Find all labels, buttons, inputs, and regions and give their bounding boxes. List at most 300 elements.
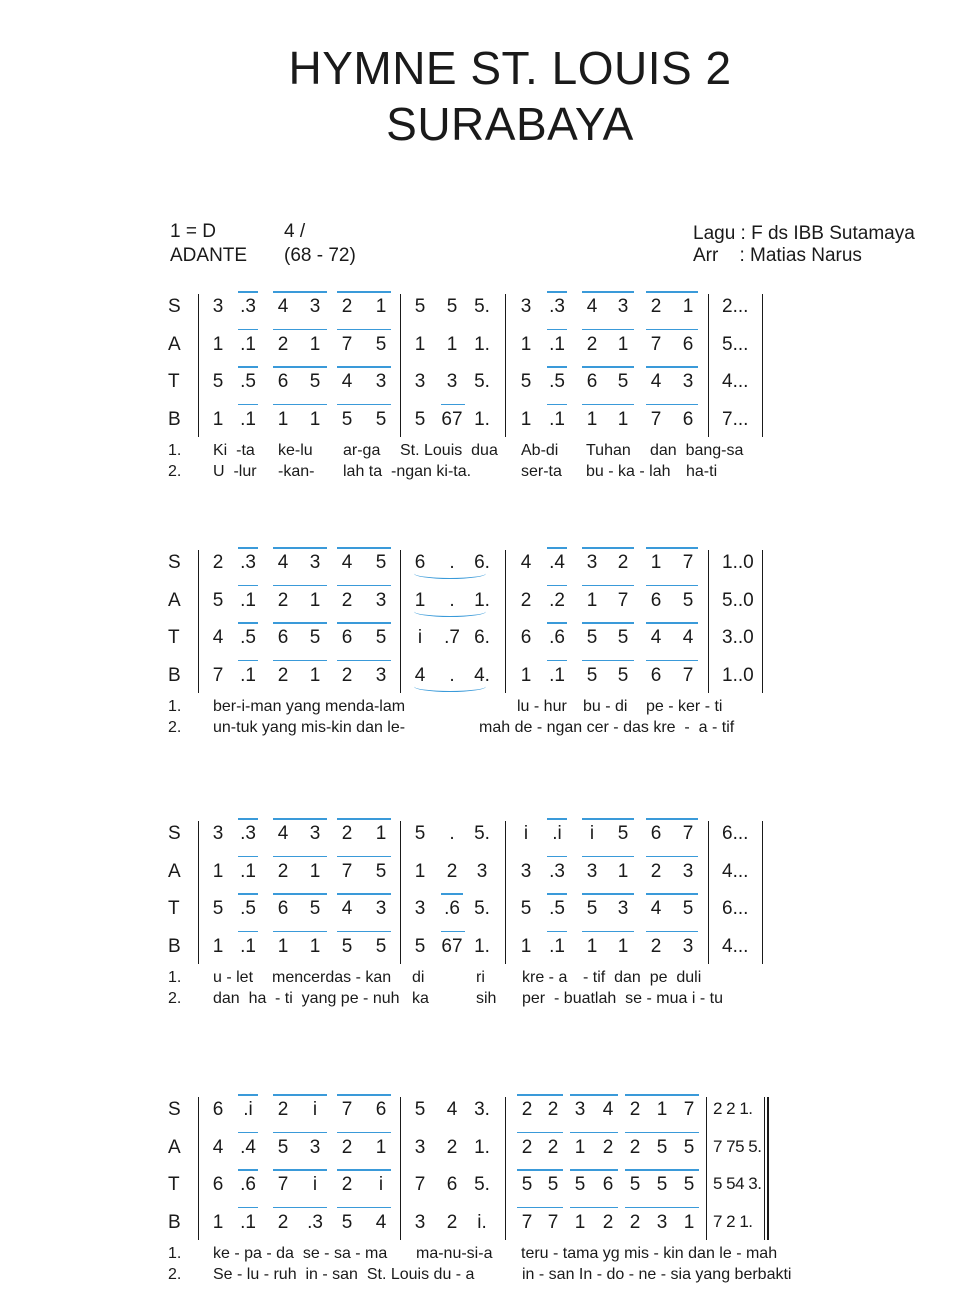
lyric-verse-1: Ab-di <box>521 442 559 459</box>
voice-label: B <box>168 664 181 686</box>
lyric-verse-2: ha-ti <box>686 463 718 480</box>
note: 1 <box>212 935 224 957</box>
note: 7 <box>617 589 629 611</box>
note: 3 <box>414 898 426 919</box>
beam-line <box>646 329 698 331</box>
beam-line <box>582 931 634 933</box>
note: 1 <box>520 408 532 430</box>
note: 6 <box>650 664 662 686</box>
beam-line <box>273 585 327 587</box>
note: 6 <box>586 371 598 392</box>
beam-line <box>547 404 567 406</box>
slur-mark <box>414 681 486 692</box>
beam-line <box>517 1132 563 1134</box>
note: 5 <box>586 627 598 648</box>
lyric-verse-2: ser-ta <box>521 463 562 480</box>
note: 1 <box>309 935 321 957</box>
note: 5 <box>682 898 694 919</box>
note: 1 <box>277 935 289 957</box>
note: 1 <box>309 589 321 611</box>
measure-end-note: 1..0 <box>722 552 754 573</box>
note: 3 <box>375 371 387 392</box>
song-title-line2: SURABAYA <box>386 98 634 150</box>
note: 5 <box>414 935 426 957</box>
note: .1 <box>240 333 256 355</box>
voice-label: A <box>168 333 181 355</box>
slur-mark <box>414 568 486 579</box>
beam-line <box>273 291 327 293</box>
lyric-verse-2: -kan- <box>278 463 315 480</box>
beam-line <box>238 547 258 549</box>
beam-line <box>337 291 391 293</box>
measure-end-note: 2... <box>722 296 749 317</box>
note: 1 <box>586 589 598 611</box>
measure-end-note: 2 2 1. <box>713 1099 753 1118</box>
beam-line <box>646 585 698 587</box>
note: 4 <box>277 296 289 317</box>
note: 1 <box>212 333 224 355</box>
note: 1. <box>474 1136 490 1158</box>
note: .2 <box>549 589 565 611</box>
beam-line <box>273 660 327 662</box>
note: .4 <box>240 1136 256 1158</box>
note: 1 <box>375 823 387 844</box>
bar-line <box>400 821 401 964</box>
note: .5 <box>240 898 256 919</box>
note: 3 <box>520 860 532 882</box>
note: 2 <box>629 1136 641 1158</box>
note: 5 <box>309 371 321 392</box>
beam-line <box>238 329 258 331</box>
note: 4 <box>520 552 532 573</box>
note: 3 <box>375 589 387 611</box>
note: 3 <box>656 1211 668 1233</box>
beam-line <box>273 1169 327 1171</box>
note: 3 <box>212 296 224 317</box>
bar-line <box>198 550 199 693</box>
note: 5 <box>617 823 629 844</box>
bar-line <box>708 550 709 693</box>
beam-line <box>273 1207 327 1209</box>
note: .1 <box>549 408 565 430</box>
measure-end-note: 4... <box>722 935 749 957</box>
note: 2 <box>277 1211 289 1233</box>
lyric-verse-1: ber-i-man yang menda-lam <box>213 698 406 715</box>
lyric-verse-1: ma-nu-si-a <box>416 1245 493 1262</box>
bar-line <box>400 1097 401 1240</box>
beam-line <box>337 1169 391 1171</box>
beam-line <box>337 1094 391 1096</box>
note: .5 <box>549 371 565 392</box>
note: 6 <box>650 823 662 844</box>
beam-line <box>547 547 567 549</box>
note: 1 <box>617 333 629 355</box>
note: 5 <box>617 627 629 648</box>
note: 5 <box>617 371 629 392</box>
note: 1 <box>520 333 532 355</box>
lyric-verse-2: un-tuk yang mis-kin dan le- <box>213 719 406 736</box>
note: 5 <box>212 589 224 611</box>
note: 5 <box>309 627 321 648</box>
note: 2 <box>547 1136 559 1158</box>
note: 4 <box>375 1211 387 1233</box>
note: 1 <box>212 1211 224 1233</box>
note: 4 <box>341 371 353 392</box>
note: 7 <box>682 552 694 573</box>
lyric-verse-2: sih <box>476 990 497 1007</box>
note: 2 <box>650 860 662 882</box>
song-title-line1: HYMNE ST. LOUIS 2 <box>288 42 732 94</box>
note: . <box>449 589 455 611</box>
note: 5 <box>414 408 426 430</box>
note: 7 <box>277 1174 289 1195</box>
beam-line <box>238 931 258 933</box>
note: 5 <box>341 935 353 957</box>
note: 6 <box>682 333 694 355</box>
beam-line <box>238 622 258 624</box>
beam-line <box>547 856 567 858</box>
measure-end-note: 7 75 5. <box>713 1136 762 1156</box>
note: .6 <box>240 1174 256 1195</box>
voice-label: A <box>168 860 181 882</box>
note: 7 <box>521 1211 533 1233</box>
voice-label: A <box>168 1136 181 1158</box>
lyric-verse-1: u - let <box>213 969 254 986</box>
bar-line <box>762 821 763 964</box>
note: .1 <box>549 664 565 686</box>
beam-line <box>273 931 327 933</box>
beam-line <box>238 404 258 406</box>
note: 4 <box>586 296 598 317</box>
note: .5 <box>240 627 256 648</box>
voice-label: B <box>168 1211 181 1233</box>
note: 1 <box>683 1211 695 1233</box>
note: .5 <box>240 371 256 392</box>
note: 1 <box>212 408 224 430</box>
lyric-verse-2: per - buatlah se - mua i - tu <box>522 990 723 1007</box>
note: 3 <box>309 823 321 844</box>
slur-mark <box>414 606 486 617</box>
note: 1 <box>586 408 598 430</box>
note: 2 <box>586 333 598 355</box>
note: 67 <box>441 408 463 430</box>
lyric-verse-2: U -lur <box>213 463 257 480</box>
note: .3 <box>240 823 256 844</box>
note: 7 <box>341 1099 353 1120</box>
beam-line <box>238 291 258 293</box>
voice-label: T <box>168 627 180 648</box>
note: .3 <box>549 860 565 882</box>
note: 1 <box>414 860 426 882</box>
beam-line <box>570 1169 618 1171</box>
note: 5 <box>574 1174 586 1195</box>
note: 5. <box>474 898 490 919</box>
note: 4 <box>341 552 353 573</box>
bar-line <box>764 1097 765 1240</box>
beam-line <box>582 818 634 820</box>
lyric-verse-2: lah ta -ngan ki-ta. <box>343 463 472 480</box>
note: 1 <box>617 860 629 882</box>
beam-line <box>337 856 391 858</box>
bar-line <box>400 294 401 437</box>
beam-line <box>337 585 391 587</box>
note: 6 <box>520 627 532 648</box>
note: 7 <box>547 1211 559 1233</box>
note: 7 <box>682 823 694 844</box>
measure-end-note: 6... <box>722 898 749 919</box>
note: 5 <box>341 408 353 430</box>
beam-line <box>273 1094 327 1096</box>
note: 1 <box>520 664 532 686</box>
note: 5 <box>520 898 532 919</box>
note: 5 <box>212 898 224 919</box>
beam-line <box>646 660 698 662</box>
lyric-verse-1: Tuhan <box>586 442 631 459</box>
note: 5 <box>212 371 224 392</box>
note: . <box>449 664 455 686</box>
note: 1 <box>212 860 224 882</box>
beam-line <box>582 585 634 587</box>
measure-end-note: 6... <box>722 823 749 844</box>
note: .1 <box>240 1211 256 1233</box>
lyric-verse-1: Ki -ta <box>213 442 255 459</box>
note: 2 <box>341 1174 353 1195</box>
key-signature: 1 = D <box>170 221 216 242</box>
note: 4 <box>277 823 289 844</box>
note: .5 <box>549 898 565 919</box>
note: 3 <box>520 296 532 317</box>
note: 6 <box>277 627 289 648</box>
note: 5 <box>341 1211 353 1233</box>
note: 5. <box>474 296 490 317</box>
note: 1 <box>650 552 662 573</box>
measure-end-note: 3..0 <box>722 627 754 648</box>
note: 5 <box>683 1136 695 1158</box>
beam-line <box>273 856 327 858</box>
beam-line <box>441 931 465 933</box>
beam-line <box>238 366 258 368</box>
voice-label: B <box>168 935 181 957</box>
note: 2 <box>629 1099 641 1120</box>
beam-line <box>337 931 391 933</box>
note: 3 <box>682 860 694 882</box>
note: 3 <box>682 935 694 957</box>
arranger-credit: Arr : Matias Narus <box>693 245 862 266</box>
lyric-verse-1: St. Louis dua <box>400 442 498 459</box>
note: 6 <box>341 627 353 648</box>
note: .1 <box>549 935 565 957</box>
note: 5 <box>446 296 458 317</box>
note: 1 <box>375 296 387 317</box>
note: 1 <box>309 664 321 686</box>
note: .6 <box>444 898 460 919</box>
beam-line <box>337 404 391 406</box>
lyric-verse-1: ar-ga <box>343 442 381 459</box>
beam-line <box>441 404 465 406</box>
beam-line <box>582 893 634 895</box>
measure-end-note: 7 2 1. <box>713 1211 753 1231</box>
note: .1 <box>240 860 256 882</box>
note: 2 <box>341 664 353 686</box>
beam-line <box>582 291 634 293</box>
measure-end-note: 4... <box>722 860 749 882</box>
beam-line <box>547 931 567 933</box>
beam-line <box>273 366 327 368</box>
note: 6 <box>375 1099 387 1120</box>
beam-line <box>547 622 567 624</box>
lyric-verse-1: bu - di <box>583 698 628 715</box>
bar-line <box>706 1097 707 1240</box>
note: .1 <box>549 333 565 355</box>
note: 3 <box>375 664 387 686</box>
note: 6 <box>602 1174 614 1195</box>
beam-line <box>646 893 698 895</box>
note: 7 <box>212 664 224 686</box>
note: 1 <box>617 408 629 430</box>
beam-line <box>547 329 567 331</box>
voice-label: T <box>168 898 180 919</box>
note: 5 <box>414 1099 426 1120</box>
note: 2 <box>212 552 224 573</box>
note: 67 <box>441 935 463 957</box>
beam-line <box>582 856 634 858</box>
note: 5 <box>375 333 387 355</box>
lyric-verse-2: bu - ka - lah <box>586 463 671 480</box>
bar-line <box>198 294 199 437</box>
beam-line <box>517 1094 563 1096</box>
note: i <box>312 1174 318 1195</box>
note: 5. <box>474 1174 490 1195</box>
note: 2 <box>277 664 289 686</box>
beam-line <box>238 1094 258 1096</box>
beam-line <box>238 893 258 895</box>
note: 5 <box>617 664 629 686</box>
bar-line <box>708 821 709 964</box>
beam-line <box>625 1169 699 1171</box>
note: i <box>312 1099 318 1120</box>
beam-line <box>517 1169 563 1171</box>
lyric-verse-2: Se - lu - ruh in - san St. Louis du - a <box>213 1266 475 1283</box>
note: 2 <box>277 1099 289 1120</box>
note: 1 <box>309 333 321 355</box>
note: 5. <box>474 371 490 392</box>
note: 1 <box>586 935 598 957</box>
lyric-verse-2: mah de - ngan cer - das kre - a - tif <box>479 719 735 736</box>
note: 4 <box>414 664 426 686</box>
beam-line <box>441 893 463 895</box>
note: 7 <box>650 408 662 430</box>
bar-line <box>400 550 401 693</box>
beam-line <box>582 622 634 624</box>
voice-label: B <box>168 408 181 430</box>
lyric-verse-1: dan bang-sa <box>650 442 744 459</box>
note: 4 <box>682 627 694 648</box>
note: 2 <box>277 589 289 611</box>
note: 7 <box>414 1174 426 1195</box>
beam-line <box>625 1207 699 1209</box>
beam-line <box>238 1169 258 1171</box>
note: 6 <box>682 408 694 430</box>
note: .1 <box>240 589 256 611</box>
note: .1 <box>240 664 256 686</box>
note: 1 <box>446 333 458 355</box>
beam-line <box>337 818 391 820</box>
measure-end-note: 1..0 <box>722 664 754 686</box>
lyric-verse-2: - ti yang pe - nuh <box>275 990 400 1007</box>
note: 3 <box>414 371 426 392</box>
note: 3 <box>375 898 387 919</box>
beam-line <box>238 856 258 858</box>
note: 3 <box>574 1099 586 1120</box>
note: 1 <box>414 589 426 611</box>
beam-line <box>625 1094 699 1096</box>
note: 2 <box>341 823 353 844</box>
beam-line <box>646 404 698 406</box>
note: 2 <box>446 860 458 882</box>
note: 1 <box>520 935 532 957</box>
voice-label: S <box>168 296 181 317</box>
measure-end-note: 5 54 3. <box>713 1174 762 1193</box>
note: 5 <box>309 898 321 919</box>
note: 2 <box>617 552 629 573</box>
note: 7 <box>683 1099 695 1120</box>
note: 1. <box>474 935 490 957</box>
lyric-verse-1: ke-lu <box>278 442 313 459</box>
note: 3 <box>309 552 321 573</box>
note: 1 <box>682 296 694 317</box>
bar-line <box>505 294 506 437</box>
beam-line <box>273 1132 327 1134</box>
note: 7 <box>341 333 353 355</box>
note: 4 <box>650 898 662 919</box>
note: 1. <box>474 333 490 355</box>
lyric-verse-1: lu - hur <box>517 698 567 715</box>
note: 5 <box>277 1136 289 1158</box>
note: 4 <box>277 552 289 573</box>
note: 5 <box>414 296 426 317</box>
beam-line <box>582 404 634 406</box>
beam-line <box>646 931 698 933</box>
note: 7 <box>682 664 694 686</box>
note: 2 <box>446 1211 458 1233</box>
note: .7 <box>444 627 460 648</box>
beam-line <box>547 291 567 293</box>
lyric-verse-1: pe - ker - ti <box>646 698 723 715</box>
note: i. <box>477 1211 487 1233</box>
beam-line <box>238 818 258 820</box>
note: 2 <box>602 1136 614 1158</box>
note: 1 <box>375 1136 387 1158</box>
verse-number: 1. <box>168 969 182 986</box>
note: 5 <box>375 935 387 957</box>
beam-line <box>547 585 567 587</box>
note: .3 <box>307 1211 323 1233</box>
note: .i <box>552 823 562 844</box>
note: 1. <box>474 589 490 611</box>
voice-label: T <box>168 1174 180 1195</box>
note: 5 <box>375 627 387 648</box>
lyric-verse-1: ke - pa - da se - sa - ma <box>213 1245 388 1262</box>
note: 3 <box>617 898 629 919</box>
note: 4 <box>650 627 662 648</box>
final-bar-line <box>767 1097 769 1240</box>
beam-line <box>337 366 391 368</box>
note: .3 <box>240 552 256 573</box>
note: 4 <box>212 627 224 648</box>
note: 2 <box>520 589 532 611</box>
beam-line <box>646 818 698 820</box>
beam-line <box>547 660 567 662</box>
